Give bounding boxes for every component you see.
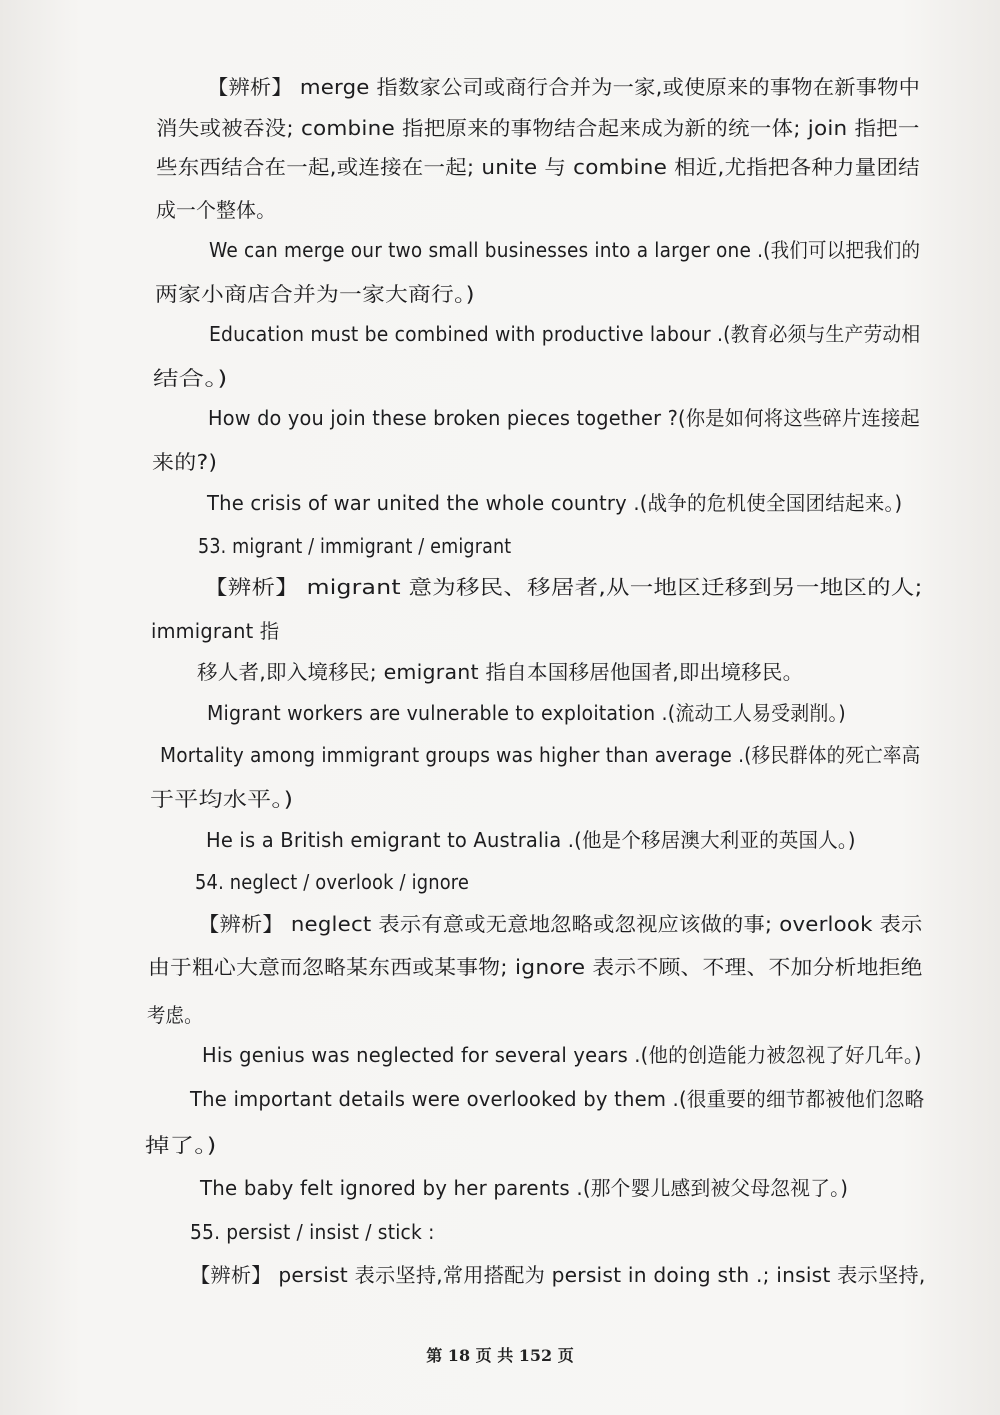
text-line: 【辨析】 persist 表示坚持,常用搭配为 persist in doing sth .; insist 表示坚持, <box>190 1263 926 1287</box>
text-line: 于平均水平。) <box>150 787 294 811</box>
text-line: Migrant workers are vulnerable to exploitation .(流动工人易受剥削。) <box>207 701 846 725</box>
text-line: 55. persist / insist / stick : <box>190 1220 435 1244</box>
text-line: 【辨析】 migrant 意为移民、移居者,从一地区迁移到另一地区的人; <box>204 575 923 599</box>
text-line: He is a British emigrant to Australia .(他是个移居澳大利亚的英国人。) <box>206 828 856 852</box>
text-line: The baby felt ignored by her parents .(那个婴儿感到被父母忽视了。) <box>200 1176 849 1200</box>
text-line: How do you join these broken pieces together ?(你是如何将这些碎片连接起 <box>208 406 920 430</box>
text-line: immigrant 指 <box>151 619 280 643</box>
text-line: 考虑。 <box>147 1003 203 1027</box>
text-line: 53. migrant / immigrant / emigrant <box>198 534 512 558</box>
text-line: 【辨析】 merge 指数家公司或商行合并为一家,或使原来的事物在新事物中 <box>207 75 921 99</box>
text-line: 掉了。) <box>145 1133 217 1157</box>
text-line: The important details were overlooked by them .(很重要的细节都被他们忽略 <box>190 1087 925 1111</box>
text-line: 成一个整体。 <box>156 198 277 222</box>
text-line: 两家小商店合并为一家大商行。) <box>155 282 475 306</box>
text-line: 消失或被吞没; combine 指把原来的事物结合起来成为新的统一体; join 指把一 <box>156 116 920 140</box>
text-line: 54. neglect / overlook / ignore <box>195 870 470 894</box>
text-line: We can merge our two small businesses into a larger one .(我们可以把我们的 <box>209 238 921 262</box>
text-line: 【辨析】 neglect 表示有意或无意地忽略或忽视应该做的事; overlook 表示 <box>198 912 923 936</box>
text-line: 些东西结合在一起,或连接在一起; unite 与 combine 相近,尤指把各种力量团结 <box>156 155 920 179</box>
text-line: Mortality among immigrant groups was higher than average .(移民群体的死亡率高 <box>160 743 921 767</box>
page-footer: 第 18 页 共 152 页 <box>426 1346 574 1365</box>
text-line: His genius was neglected for several years .(他的创造能力被忽视了好几年。) <box>202 1043 922 1067</box>
text-line: The crisis of war united the whole country .(战争的危机使全国团结起来。) <box>207 491 903 515</box>
text-line: 结合。) <box>153 366 228 390</box>
text-line: Education must be combined with productive labour .(教育必须与生产劳动相 <box>209 322 921 346</box>
text-line: 由于粗心大意而忽略某东西或某事物; ignore 表示不顾、不理、不加分析地拒绝 <box>148 955 923 979</box>
text-line: 来的?) <box>152 450 218 474</box>
text-line: 移人者,即入境移民; emigrant 指自本国移居他国者,即出境移民。 <box>197 660 804 684</box>
